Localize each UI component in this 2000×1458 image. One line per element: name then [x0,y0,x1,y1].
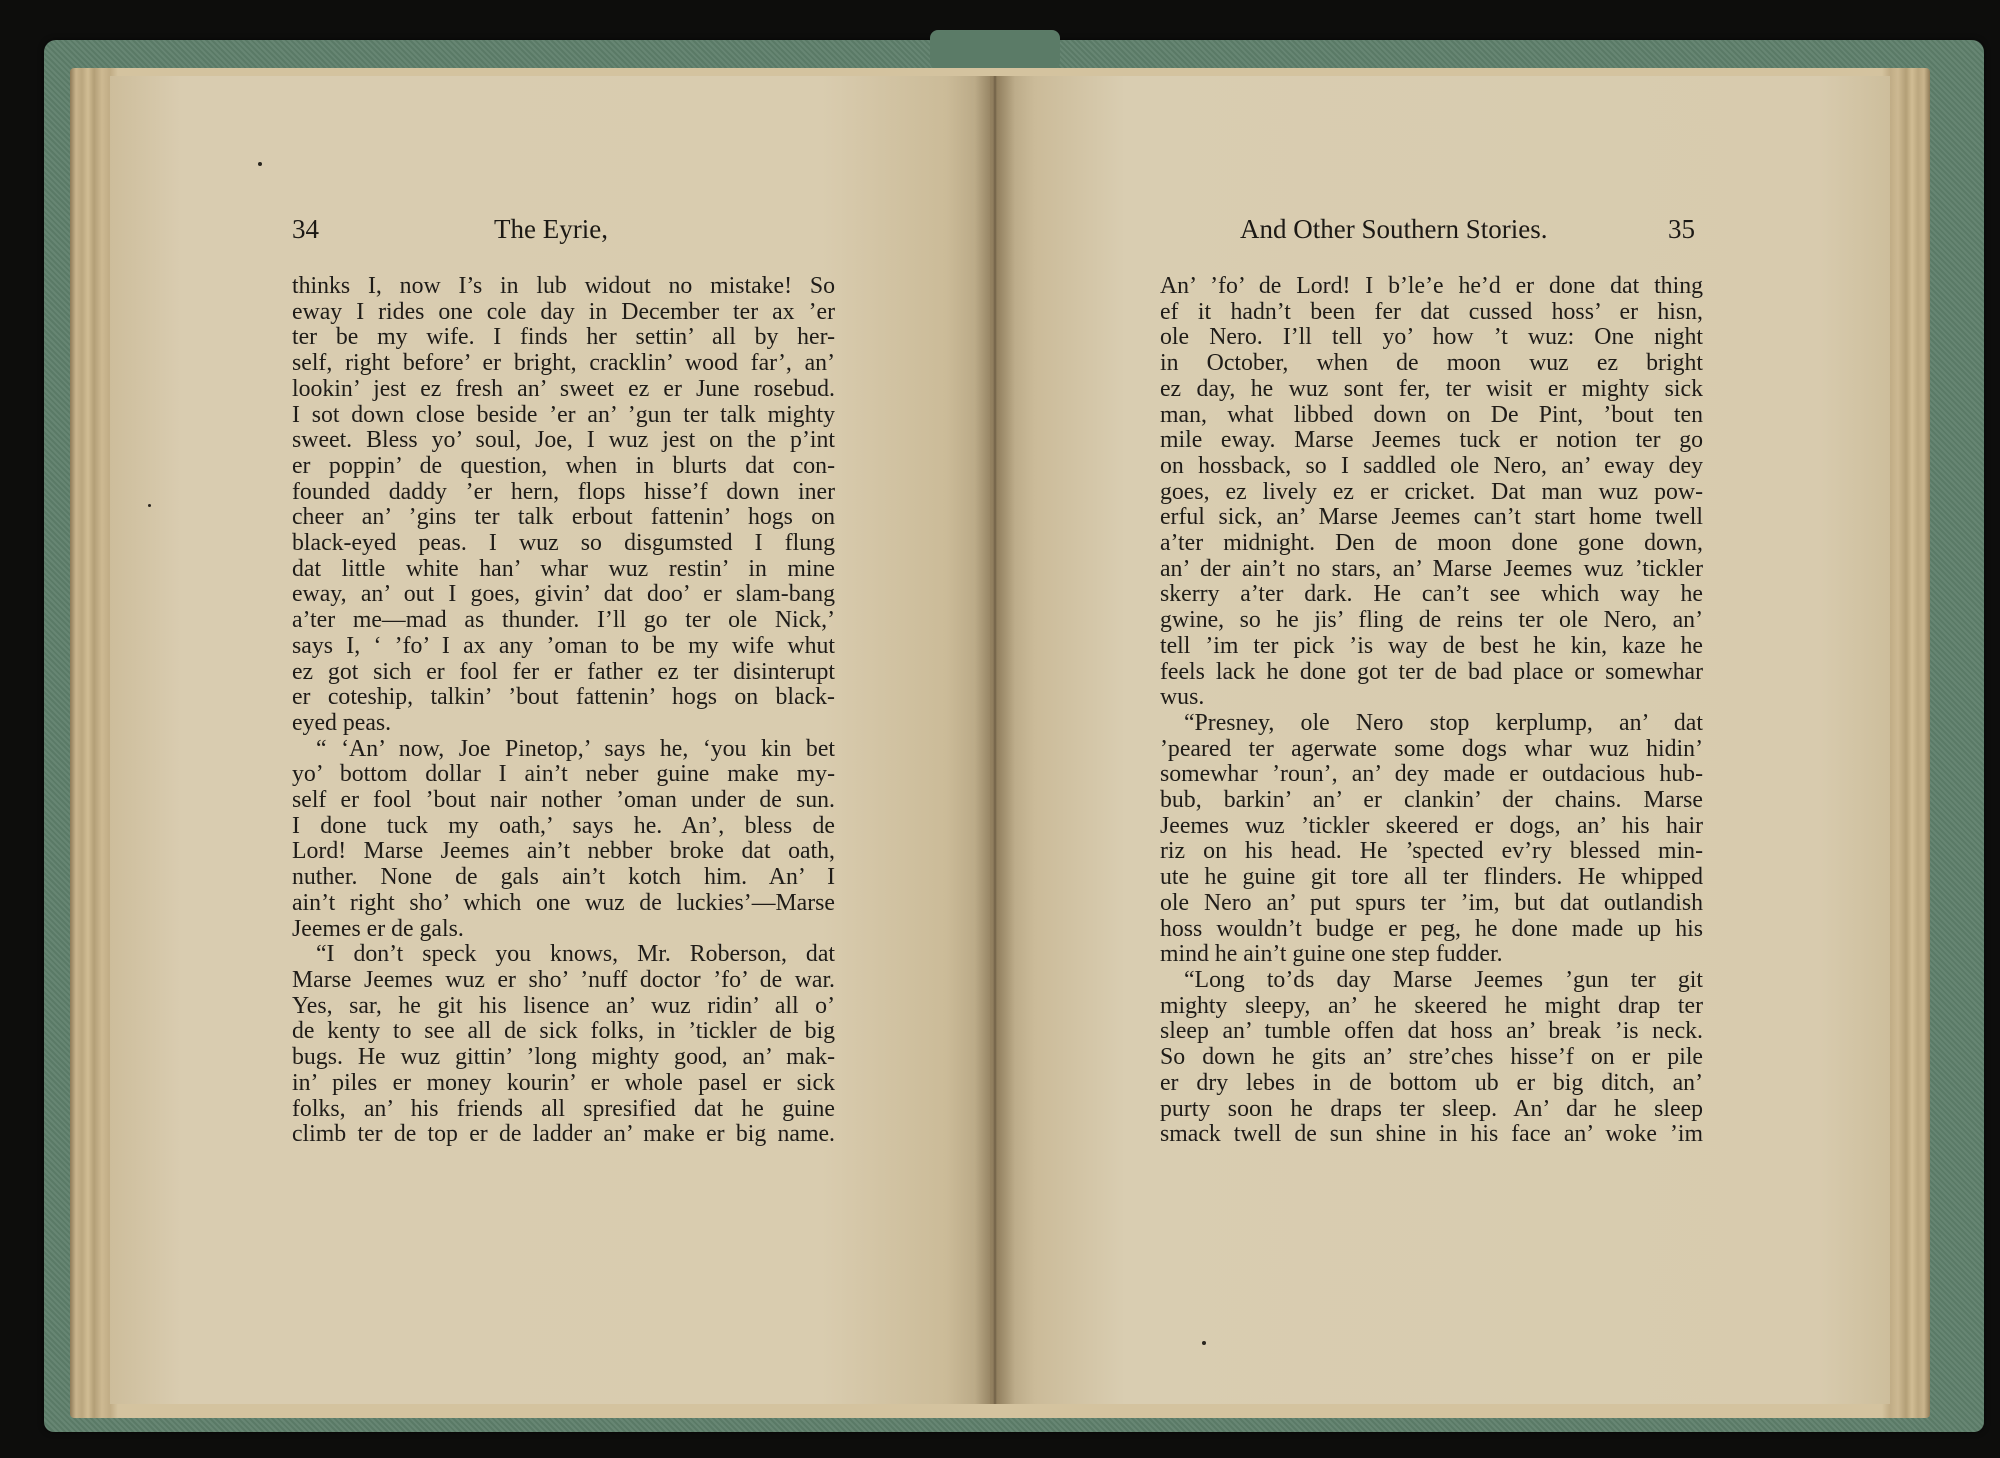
right-running-head: And Other Southern Stories. [1240,214,1548,244]
left-page-header [292,214,632,258]
text-line: nuther. None de gals ain’t kotch him. An’ I [292,864,835,891]
text-line: man, what libbed down on De Pint, ’bout ten [1160,401,1703,428]
text-line: eyed peas. [292,709,392,736]
text-line: ain’t right sho’ which one wuz de luckies’—Marse [292,889,835,916]
text-line: founded daddy ’er hern, flops hisse’f down iner [292,478,835,505]
text-line: eway, an’ out I goes, givin’ dat doo’ er slam-bang [292,581,835,608]
text-line: says I, ‘ ’fo’ I ax any ’oman to be my wife whut [292,632,835,659]
text-line: climb ter de top er de ladder an’ make er big name. [292,1121,835,1148]
text-line: somewhar ’roun’, an’ dey made er outdacious hub- [1160,761,1703,788]
text-line: purty soon he draps ter sleep. An’ dar he sleep [1160,1095,1703,1122]
text-line: smack twell de sun shine in his face an’ woke ’im [1160,1121,1703,1148]
text-line: “Presney, ole Nero stop kerplump, an’ dat [1184,709,1703,736]
text-line: ’peared ter agerwate some dogs whar wuz hidin’ [1160,735,1703,762]
text-line: bugs. He wuz gittin’ ’long mighty good, an’ mak- [292,1044,835,1071]
text-line: a’ter midnight. Den de moon done gone down, [1160,530,1703,557]
text-line: I sot down close beside ’er an’ ’gun ter talk mighty [292,401,835,428]
right-page-number: 35 [1668,214,1695,244]
text-line: an’ der ain’t no stars, an’ Marse Jeemes wuz ’tickler [1160,555,1703,582]
text-line: Jeemes er de gals. [292,915,464,942]
text-line: de kenty to see all de sick folks, in ’tickler de big [292,1018,835,1045]
text-line: hoss wouldn’t budge er peg, he done made up his [1160,915,1703,942]
text-line: goes, ez lively ez er cricket. Dat man wuz pow- [1160,478,1703,505]
text-line: So down he gits an’ stre’ches hisse’f on er pile [1160,1044,1703,1071]
text-line: lookin’ jest ez fresh an’ sweet ez er June rosebud. [292,375,835,402]
left-running-head: The Eyrie, [494,214,608,244]
paper-speck [148,504,151,507]
text-line: Marse Jeemes wuz er sho’ ’nuff doctor ’fo’ de war. [292,966,835,993]
text-line: on hossback, so I saddled ole Nero, an’ eway dey [1160,452,1703,479]
text-line: in’ piles er money kourin’ er whole pasel er sick [292,1069,835,1096]
text-line: ute he guine git tore all ter flinders. He whipped [1160,864,1703,891]
text-line: black-eyed peas. I wuz so disgumsted I flung [292,530,835,557]
text-line: skerry a’ter dark. He can’t see which way he [1160,581,1703,608]
text-line: mighty sleepy, an’ he skeered he might drap ter [1160,992,1703,1019]
text-line: ole Nero. I’ll tell yo’ how ’t wuz: One night [1160,324,1703,351]
text-line: I done tuck my oath,’ says he. An’, bless de [292,812,835,839]
text-line: er coteship, talkin’ ’bout fattenin’ hogs on black- [292,684,835,711]
text-line: “I don’t speck you knows, Mr. Roberson, dat [316,941,835,968]
text-line: er dry lebes in de bottom ub er big ditch, an’ [1160,1069,1703,1096]
text-line: wus. [1160,684,1205,711]
text-line: ez got sich er fool fer er father ez ter disinterupt [292,658,835,685]
left-page-text [292,274,835,1148]
text-line: “ ‘An’ now, Joe Pinetop,’ says he, ‘you kin bet [316,735,835,762]
paper-speck [1202,1341,1206,1345]
text-line: tell ’im ter pick ’is way de best he kin, kaze he [1160,632,1703,659]
text-line: Lord! Marse Jeemes ain’t nebber broke dat oath, [292,838,835,865]
text-line: er poppin’ de question, when in blurts dat con- [292,452,835,479]
text-line: ez day, he wuz sont fer, ter wisit er mighty sick [1160,375,1703,402]
text-line: sleep an’ tumble offen dat hoss an’ break ’is neck. [1160,1018,1703,1045]
left-page-number: 34 [292,214,319,244]
text-line: riz on his head. He ’spected ev’ry blessed min- [1160,838,1703,865]
text-line: gwine, so he jis’ fling de reins ter ole Nero, an’ [1160,607,1703,634]
page-gutter [975,76,1015,1404]
text-line: mile eway. Marse Jeemes tuck er notion ter go [1160,427,1703,454]
right-page-header [1240,214,1700,258]
right-page-text [1160,274,1703,1148]
text-line: in October, when de moon wuz ez bright [1160,350,1703,377]
text-line: ole Nero an’ put spurs ter ’im, but dat outlandish [1160,889,1703,916]
text-line: erful sick, an’ Marse Jeemes can’t start home twell [1160,504,1703,531]
paper-speck [258,162,262,166]
text-line: mind he ain’t guine one step fudder. [1160,941,1503,968]
text-line: bub, barkin’ an’ er clankin’ der chains. Marse [1160,787,1703,814]
book-spine [930,30,1060,70]
text-line: An’ ’fo’ de Lord! I b’le’e he’d er done dat thing [1160,273,1703,299]
text-line: “Long to’ds day Marse Jeemes ’gun ter git [1184,966,1703,993]
text-line: yo’ bottom dollar I ain’t neber guine make my- [292,761,835,788]
text-line: sweet. Bless yo’ soul, Joe, I wuz jest on the p’int [292,427,835,454]
text-line: Jeemes wuz ’tickler skeered er dogs, an’ his hair [1160,812,1703,839]
text-line: Yes, sar, he git his lisence an’ wuz ridin’ all o’ [292,992,835,1019]
text-line: eway I rides one cole day in December ter ax ’er [292,298,835,325]
text-line: thinks I, now I’s in lub widout no mistake! So [292,273,835,299]
text-line: self er fool ’bout nair nother ’oman under de sun. [292,787,835,814]
text-line: ter be my wife. I finds her settin’ all by her- [292,324,835,351]
text-line: folks, an’ his friends all spresified dat he guine [292,1095,835,1122]
text-line: ef it hadn’t been fer dat cussed hoss’ er hisn, [1160,298,1703,325]
text-line: cheer an’ ’gins ter talk erbout fattenin’ hogs on [292,504,835,531]
text-line: a’ter me—mad as thunder. I’ll go ter ole Nick,’ [292,607,835,634]
text-line: feels lack he done got ter de bad place or somewhar [1160,658,1703,685]
text-line: dat little white han’ whar wuz restin’ in mine [292,555,835,582]
text-line: self, right before’ er bright, cracklin’ wood far’, an’ [292,350,835,377]
